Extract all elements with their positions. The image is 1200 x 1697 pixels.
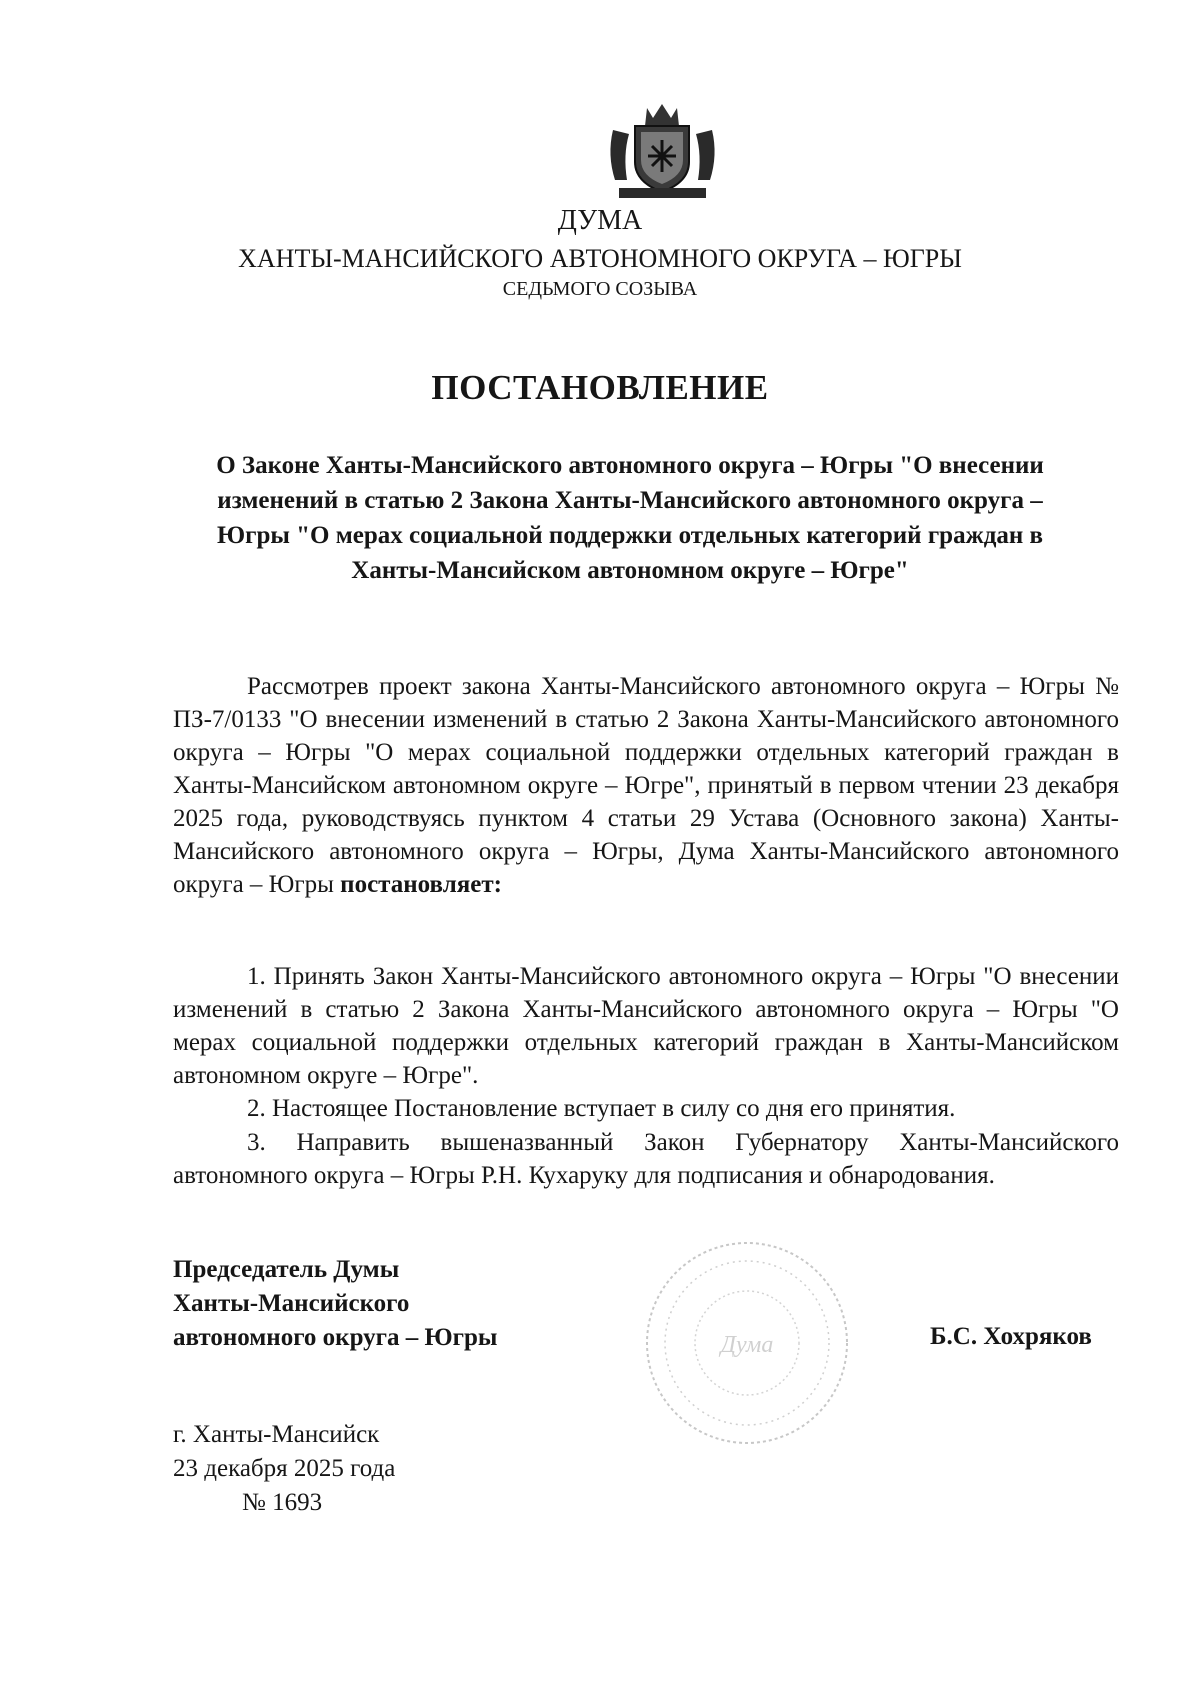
document-type: ПОСТАНОВЛЕНИЕ bbox=[431, 368, 769, 407]
resolution-item-3: 3. Направить вышеназванный Закон Губернатору Ханты-Мансийского автономного округа – Югры Р.Н. Кухаруку для подписания и обнародования. bbox=[173, 1129, 1119, 1189]
stamp-text: Дума bbox=[720, 1332, 774, 1358]
signatory-position-line-3: автономного округа – Югры bbox=[173, 1324, 498, 1351]
official-seal-icon bbox=[642, 1238, 852, 1448]
org-name: ДУМА bbox=[557, 205, 643, 236]
resolution-item-1: 1. Принять Закон Ханты-Мансийского автономного округа – Югры "О внесении изменений в статью 2 Закона Ханты-Мансийского автономного округа – Югры "О мерах социальной поддержки отдельных категорий граждан в Ханты-Мансийском автономном округе – Югре". bbox=[173, 963, 1119, 1089]
signatory-position-line-1: Председатель Думы bbox=[173, 1256, 400, 1283]
coat-of-arms-icon bbox=[605, 100, 720, 204]
preamble-verb: постановляет: bbox=[340, 871, 502, 898]
document-number: № 1693 bbox=[242, 1489, 323, 1516]
signatory-position-line-2: Ханты-Мансийского bbox=[173, 1290, 410, 1317]
org-region: ХАНТЫ-МАНСИЙСКОГО АВТОНОМНОГО ОКРУГА – ЮГРЫ bbox=[238, 244, 962, 273]
resolution-item-2: 2. Настоящее Постановление вступает в силу со дня его принятия. bbox=[247, 1095, 956, 1122]
org-convocation: СЕДЬМОГО СОЗЫВА bbox=[502, 278, 698, 300]
document-title: О Законе Ханты-Мансийского автономного округа – Югры "О внесении изменений в статью 2 Закона Ханты-Мансийского автономного округа – Югры "О мерах социальной поддержки отдельных категорий граждан в Ханты-Мансийском автономном округе – Югре" bbox=[216, 452, 1044, 584]
date: 23 декабря 2025 года bbox=[173, 1455, 396, 1482]
preamble-paragraph bbox=[173, 670, 1119, 901]
preamble-text: Рассмотрев проект закона Ханты-Мансийского автономного округа – Югры № ПЗ-7/0133 "О внесении изменений в статью 2 Закона Ханты-Мансийского автономного округа – Югры "О мерах социальной поддержки отдельных категорий граждан в Ханты-Мансийском автономном округе – Югре", принятый в первом чтении 23 декабря 2025 года, руководствуясь пунктом 4 статьи 29 Устава (Основного закона) Ханты-Мансийского автономного округа – Югры, Дума Ханты-Мансийского автономного округа – Югры bbox=[173, 673, 1119, 898]
signatory-name: Б.С. Хохряков bbox=[930, 1323, 1092, 1350]
place-and-date bbox=[173, 1418, 395, 1486]
signatory-position bbox=[173, 1253, 593, 1355]
place: г. Ханты-Мансийск bbox=[173, 1421, 380, 1448]
